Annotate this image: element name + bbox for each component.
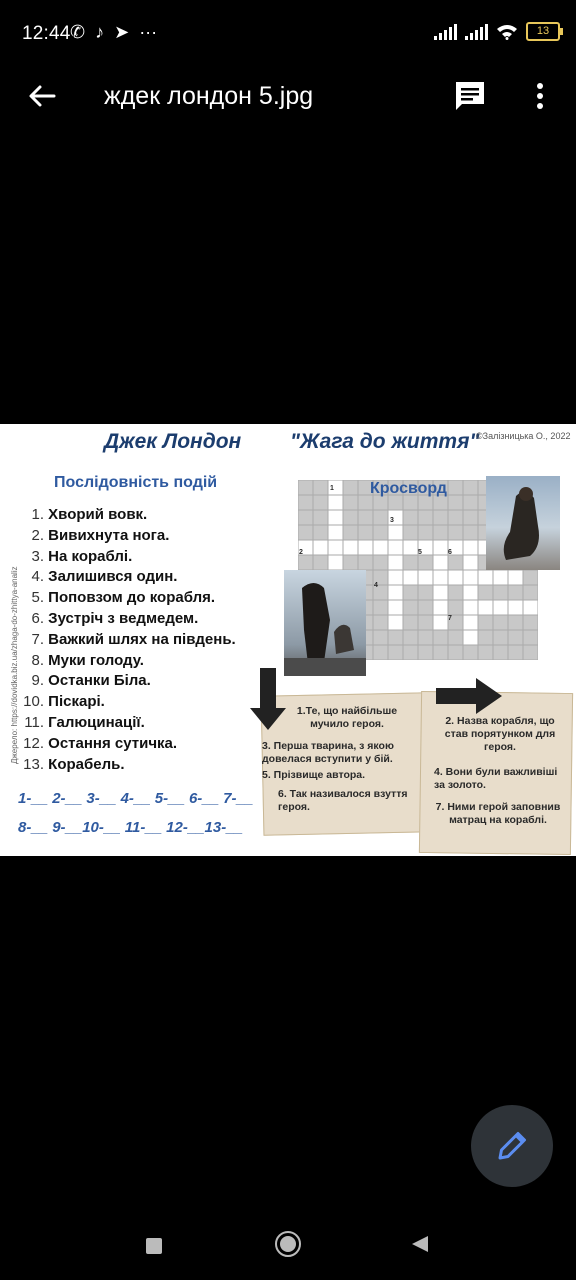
illustration-man-sitting xyxy=(486,476,560,570)
grid-cell xyxy=(403,570,418,585)
grid-number: 6 xyxy=(448,549,452,556)
grid-cell xyxy=(403,540,418,555)
list-item: 8. Муки голоду. xyxy=(31,651,144,669)
grid-cell xyxy=(418,630,433,645)
grid-cell xyxy=(373,645,388,660)
tiktok-icon: ♪ xyxy=(95,22,105,42)
grid-cell xyxy=(373,555,388,570)
grid-cell xyxy=(313,540,328,555)
list-item: 9. Останки Біла. xyxy=(31,672,151,690)
grid-cell xyxy=(478,645,493,660)
grid-cell xyxy=(388,570,403,585)
grid-cell xyxy=(448,495,463,510)
grid-cell xyxy=(508,615,523,630)
list-item: 3. На кораблі. xyxy=(31,547,133,565)
grid-cell xyxy=(343,555,358,570)
grid-cell xyxy=(388,540,403,555)
header-title: "Жага до життя" xyxy=(290,430,480,453)
grid-cell xyxy=(448,510,463,525)
list-item: 6. Зустріч з ведмедем. xyxy=(31,609,199,627)
grid-cell xyxy=(358,540,373,555)
grid-cell xyxy=(433,630,448,645)
status-bar xyxy=(0,0,576,64)
more-notifications-icon: ··· xyxy=(139,22,158,42)
grid-cell xyxy=(433,540,448,555)
grid-cell xyxy=(358,555,373,570)
grid-cell xyxy=(493,600,508,615)
grid-cell xyxy=(523,645,538,660)
grid-cell xyxy=(313,525,328,540)
grid-cell xyxy=(463,510,478,525)
list-item: 10. Піскарі. xyxy=(23,693,105,711)
image-viewer[interactable] xyxy=(0,424,576,856)
telegram-icon: ➤ xyxy=(114,22,130,42)
sequence-title: Послідовність подій xyxy=(54,474,218,491)
grid-cell xyxy=(448,585,463,600)
grid-cell xyxy=(418,525,433,540)
grid-cell xyxy=(373,510,388,525)
grid-cell xyxy=(418,600,433,615)
grid-cell xyxy=(478,585,493,600)
grid-cell xyxy=(403,510,418,525)
grid-cell xyxy=(463,570,478,585)
grid-cell xyxy=(418,510,433,525)
grid-cell xyxy=(463,495,478,510)
grid-cell xyxy=(463,480,478,495)
grid-cell xyxy=(478,630,493,645)
answers-row-2: 8-__ 9-__10-__ 11-__ 12-__13-__ xyxy=(18,819,243,836)
grid-cell xyxy=(448,645,463,660)
answers-row-1: 1-__ 2-__ 3-__ 4-__ 5-__ 6-__ 7-__ xyxy=(18,790,254,807)
grid-cell xyxy=(523,615,538,630)
grid-number: 7 xyxy=(448,615,452,622)
grid-cell xyxy=(523,600,538,615)
grid-cell xyxy=(493,645,508,660)
grid-cell xyxy=(373,525,388,540)
grid-number: 5 xyxy=(418,549,422,556)
grid-cell xyxy=(433,585,448,600)
grid-cell xyxy=(388,525,403,540)
crossword-title: Кросворд xyxy=(370,480,447,497)
grid-number: 2 xyxy=(299,549,303,556)
grid-cell xyxy=(433,570,448,585)
grid-cell xyxy=(388,600,403,615)
grid-cell xyxy=(463,615,478,630)
grid-number: 1 xyxy=(330,485,334,492)
grid-cell xyxy=(388,585,403,600)
events-list xyxy=(20,506,236,776)
grid-cell xyxy=(298,480,313,495)
grid-cell xyxy=(403,600,418,615)
list-item: 12. Остання сутичка. xyxy=(23,734,178,752)
edit-button[interactable] xyxy=(470,1104,554,1188)
list-item: 1. Хворий вовк. xyxy=(31,506,148,523)
grid-cell xyxy=(418,645,433,660)
grid-cell xyxy=(313,495,328,510)
grid-cell xyxy=(313,555,328,570)
grid-cell xyxy=(403,525,418,540)
grid-cell xyxy=(508,645,523,660)
grid-cell xyxy=(463,645,478,660)
grid-cell xyxy=(358,525,373,540)
comment-icon[interactable] xyxy=(452,78,488,114)
list-item: 5. Поповзом до корабля. xyxy=(31,589,216,607)
back-nav-button[interactable] xyxy=(410,1234,430,1254)
list-item: 13. Корабель. xyxy=(23,755,125,773)
clue-down-6: 6. Так називалося взуття героя. xyxy=(278,788,408,813)
grid-cell xyxy=(403,630,418,645)
grid-cell xyxy=(523,570,538,585)
grid-cell xyxy=(313,510,328,525)
file-title: ждек лондон 5.jpg xyxy=(104,82,314,110)
recent-apps-button[interactable] xyxy=(146,1238,162,1254)
viber-icon: ✆ xyxy=(70,22,86,42)
grid-cell xyxy=(463,600,478,615)
grid-cell xyxy=(313,480,328,495)
notification-icons xyxy=(70,22,157,43)
grid-cell xyxy=(388,615,403,630)
signal-icon-2 xyxy=(465,24,488,40)
list-item: 4. Залишився один. xyxy=(31,568,178,586)
grid-cell xyxy=(328,555,343,570)
grid-cell xyxy=(403,645,418,660)
grid-cell xyxy=(343,510,358,525)
grid-cell xyxy=(373,615,388,630)
more-options-icon[interactable] xyxy=(524,78,556,114)
battery-icon: 13 xyxy=(526,22,560,41)
grid-cell xyxy=(463,630,478,645)
clue-across-7: 7. Ними герой заповнив матрац на кораблі. xyxy=(435,801,561,826)
grid-cell xyxy=(508,600,523,615)
grid-cell xyxy=(493,630,508,645)
clue-down-3: 3. Перша тварина, з якою довелася вступити у бій. xyxy=(262,740,394,765)
clue-down-5: 5. Прізвище автора. xyxy=(262,769,366,781)
grid-cell xyxy=(418,570,433,585)
grid-cell xyxy=(523,630,538,645)
grid-cell xyxy=(343,480,358,495)
grid-cell xyxy=(463,540,478,555)
grid-cell xyxy=(463,525,478,540)
grid-cell xyxy=(433,555,448,570)
grid-cell xyxy=(388,555,403,570)
grid-cell xyxy=(478,600,493,615)
grid-cell xyxy=(448,480,463,495)
clue-across-2: 2. Назва корабля, що став порятунком для героя. xyxy=(444,715,556,753)
grid-cell xyxy=(373,600,388,615)
grid-cell xyxy=(493,615,508,630)
list-item: 2. Вивихнута нога. xyxy=(31,526,170,544)
grid-number: 4 xyxy=(374,582,378,589)
list-item: 7. Важкий шлях на південь. xyxy=(31,630,236,648)
grid-cell xyxy=(343,495,358,510)
grid-cell xyxy=(358,510,373,525)
grid-cell xyxy=(418,615,433,630)
grid-cell xyxy=(493,585,508,600)
grid-cell xyxy=(298,525,313,540)
grid-cell xyxy=(448,525,463,540)
grid-cell xyxy=(373,540,388,555)
grid-cell xyxy=(328,495,343,510)
grid-cell xyxy=(523,585,538,600)
wifi-icon xyxy=(496,24,518,40)
illustration-man-and-wolf xyxy=(284,570,366,676)
grid-cell xyxy=(343,540,358,555)
grid-cell xyxy=(343,525,358,540)
grid-cell xyxy=(433,525,448,540)
grid-cell xyxy=(298,510,313,525)
grid-number: 3 xyxy=(390,517,394,524)
grid-cell xyxy=(403,555,418,570)
grid-cell xyxy=(328,525,343,540)
grid-cell xyxy=(373,630,388,645)
grid-cell xyxy=(508,570,523,585)
grid-cell xyxy=(448,630,463,645)
clue-across-4: 4. Вони були важливіші за золото. xyxy=(434,766,558,791)
status-time: 12:44 xyxy=(22,23,71,44)
arrow-right-icon xyxy=(436,678,504,714)
grid-cell xyxy=(433,615,448,630)
grid-cell xyxy=(328,540,343,555)
grid-cell xyxy=(433,600,448,615)
source-note: Джерело: https://dovidka.biz.ua/zhaga-do-zhittya-analiz xyxy=(10,566,19,764)
grid-cell xyxy=(508,585,523,600)
grid-cell xyxy=(478,615,493,630)
grid-cell xyxy=(478,570,493,585)
header-author: Джек Лондон xyxy=(104,430,242,453)
grid-cell xyxy=(463,585,478,600)
grid-cell xyxy=(328,510,343,525)
grid-cell xyxy=(433,510,448,525)
list-item: 11. Галюцинації. xyxy=(24,713,145,731)
grid-cell xyxy=(463,555,478,570)
copyright: ©Залізницька О., 2022 xyxy=(476,431,571,441)
grid-cell xyxy=(418,585,433,600)
grid-cell xyxy=(388,645,403,660)
clue-down-1: 1.Те, що найбільше мучило героя. xyxy=(296,705,398,730)
grid-cell xyxy=(508,630,523,645)
back-arrow-icon[interactable] xyxy=(26,80,58,112)
home-button[interactable] xyxy=(274,1230,302,1258)
grid-cell xyxy=(403,615,418,630)
grid-cell xyxy=(388,630,403,645)
app-bar xyxy=(0,64,576,128)
signal-icon-1 xyxy=(434,24,457,40)
grid-cell xyxy=(448,570,463,585)
grid-cell xyxy=(493,570,508,585)
system-indicators xyxy=(434,22,560,41)
grid-cell xyxy=(298,495,313,510)
grid-cell xyxy=(403,585,418,600)
grid-cell xyxy=(433,645,448,660)
